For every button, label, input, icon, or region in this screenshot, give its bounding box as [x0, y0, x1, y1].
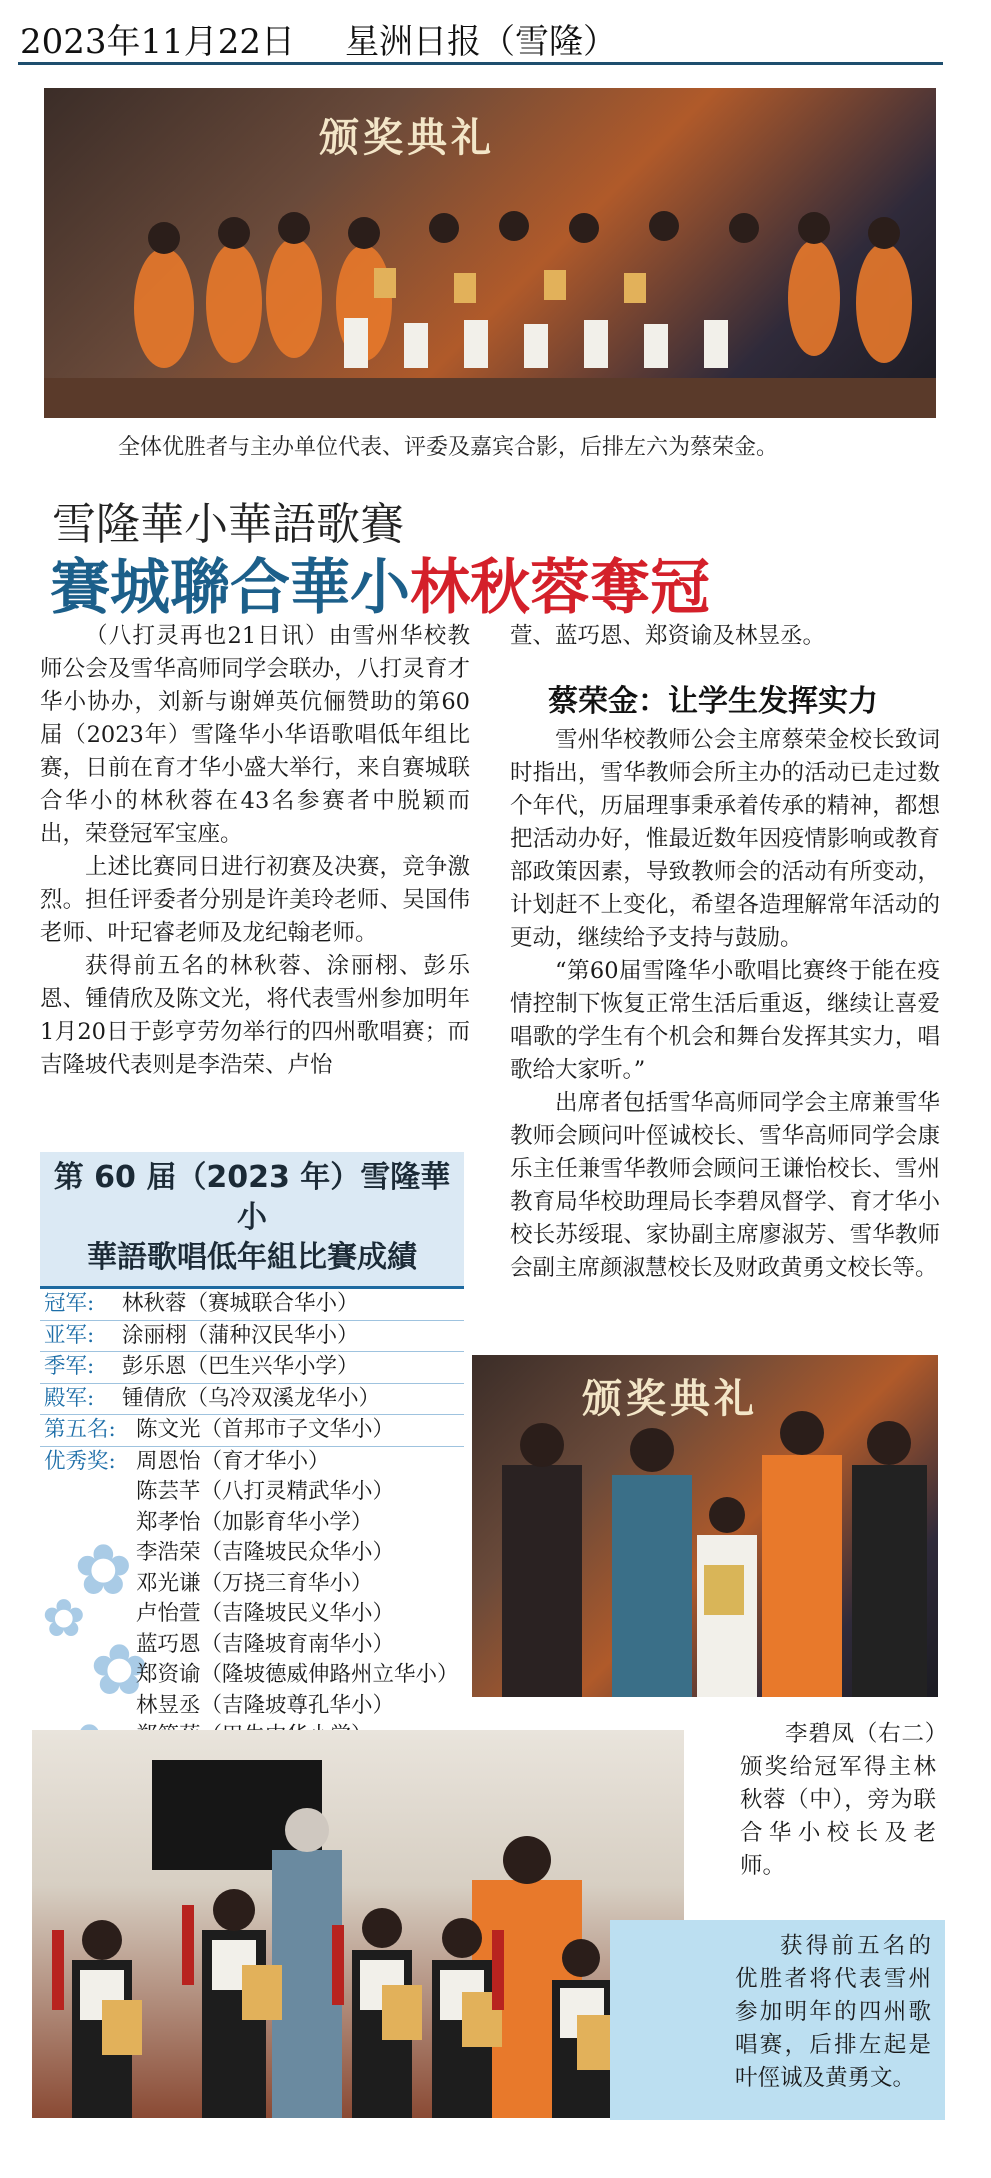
flower-decoration-icon: ✿ [74, 1529, 133, 1611]
result-row: 亚军: 涂丽栩（蒲种汉民华小） [40, 1321, 464, 1353]
result-row: 蓝巧恩（吉隆坡育南华小） [136, 1631, 395, 1657]
results-title-line2: 華語歌唱低年組比賽成績 [87, 1240, 417, 1275]
result-row: 殿军: 锺倩欣（乌冷双溪龙华小） [40, 1384, 464, 1416]
article-paragraph: 上述比赛同日进行初赛及决赛，竞争激烈。担任评委者分别是许美玲老师、吴国伟老师、叶玘睿老师及龙纪翰老师。 [40, 854, 470, 946]
article-paragraph: 出席者包括雪华高师同学会主席兼雪华教师会顾问叶俓诚校长、雪华高师同学会康乐主任兼雪华教师会顾问王谦怡校长、雪州教育局华校助理局长李碧凤督学、育才华小校长苏绥琨、家协副主席廖淑芳、雪华教师会副主席颜淑慧校长及财政黄勇文校长等。 [510, 1090, 940, 1281]
kicker: 雪隆華小華語歌賽 [52, 499, 404, 550]
result-row: 优秀奖: 周恩怡（育才华小） [44, 1448, 330, 1474]
result-row: 第五名: 陈文光（首邦市子文华小） [40, 1415, 464, 1447]
headline [50, 540, 710, 626]
article-right [510, 724, 940, 1285]
result-row: 李浩荣（吉隆坡民众华小） [136, 1540, 395, 1565]
headline-part1: 賽城聯合華小 [50, 553, 410, 623]
result-row: 郑孝怡（加影育华小学） [136, 1509, 373, 1535]
article-right-cont [510, 620, 940, 653]
result-row: 卢怡萱（吉隆坡民义华小） [136, 1601, 395, 1626]
article-paragraph: “第60届雪隆华小歌唱比赛终于能在疫情控制下恢复正常生活后重返，继续让喜爱唱歌的学生有个机会和舞台发挥其实力，唱歌给大家听。” [510, 958, 940, 1083]
results-box [40, 1152, 464, 1718]
results-title [40, 1152, 464, 1289]
winners-photo-figures [32, 1730, 684, 2118]
flower-decoration-icon: ✿ [42, 1589, 86, 1649]
article-left [40, 620, 470, 1082]
result-row: 冠军: 林秋蓉（赛城联合华小） [40, 1289, 464, 1321]
photo-caption: 全体优胜者与主办单位代表、评委及嘉宾合影，后排左六为蔡荣金。 [118, 435, 779, 460]
winners-caption-box [610, 1920, 945, 2120]
article-paragraph: 获得前五名的林秋蓉、涂丽栩、彭乐恩、锺倩欣及陈文光，将代表雪州参加明年1月20日于彭亨劳勿举行的四州歌唱赛；而吉隆坡代表则是李浩荣、卢怡 [40, 953, 470, 1078]
award-photo-caption: 李碧凤（右二）颁奖给冠军得主林秋蓉（中），旁为联合华小校长及老师。 [740, 1721, 936, 1879]
article-paragraph: （八打灵再也21日讯）由雪州华校教师公会及雪华高师同学会联办，八打灵育才华小协办，刘新与谢婵英伉俪赞助的第60届（2023年）雪隆华小华语歌唱低年组比赛，日前在育才华小盛大举行，来自赛城联合华小的林秋蓉在43名参赛者中脱颖而出，荣登冠军宝座。 [40, 623, 470, 847]
result-row: 季军: 彭乐恩（巴生兴华小学） [40, 1352, 464, 1384]
winners-photo-caption: 获得前五名的优胜者将代表雪州参加明年的四州歌唱赛，后排左起是叶俓诚及黄勇文。 [735, 1933, 931, 2091]
results-title-line1: 第 60 届（2023 年）雪隆華小 [53, 1160, 451, 1235]
award-photo [472, 1355, 938, 1697]
headline-part2: 林秋蓉奪冠 [410, 553, 710, 623]
masthead-paper: 星洲日报（雪隆） [345, 22, 618, 62]
photo-banner: 颁奖典礼 [319, 114, 495, 161]
article-paragraph: 雪州华校教师公会主席蔡荣金校长致词时指出，雪华教师会所主办的活动已走过数个年代，历届理事秉承着传承的精神，都想把活动办好，惟最近数年因疫情影响或教育部政策因素，导致教师会的活动有所变动，计划赶不上变化，希望各造理解常年活动的更动，继续给予支持与鼓励。 [510, 727, 940, 951]
masthead-rule [18, 62, 943, 65]
flower-decoration-icon: ✿ [90, 1629, 149, 1711]
masthead-date: 2023年11月22日 [20, 22, 296, 62]
photo-banner: 颁奖典礼 [582, 1375, 758, 1422]
masthead [20, 14, 667, 63]
result-row: 邓光谦（万挠三育华小） [136, 1570, 373, 1596]
article-continuation: 萱、蓝巧恩、郑资谕及林昱丞。 [510, 623, 826, 649]
result-row: 郑资谕（隆坡德威伸路州立华小） [136, 1662, 459, 1687]
result-row: 陈芸芊（八打灵精武华小） [136, 1479, 395, 1504]
winners-photo [32, 1730, 684, 2118]
subhead: 蔡荣金：让学生发挥实力 [548, 684, 878, 719]
award-photo-figures [472, 1355, 938, 1697]
group-photo-figures [44, 88, 936, 418]
group-photo [44, 88, 936, 418]
result-row: 林昱丞（吉隆坡尊孔华小） [136, 1692, 395, 1718]
